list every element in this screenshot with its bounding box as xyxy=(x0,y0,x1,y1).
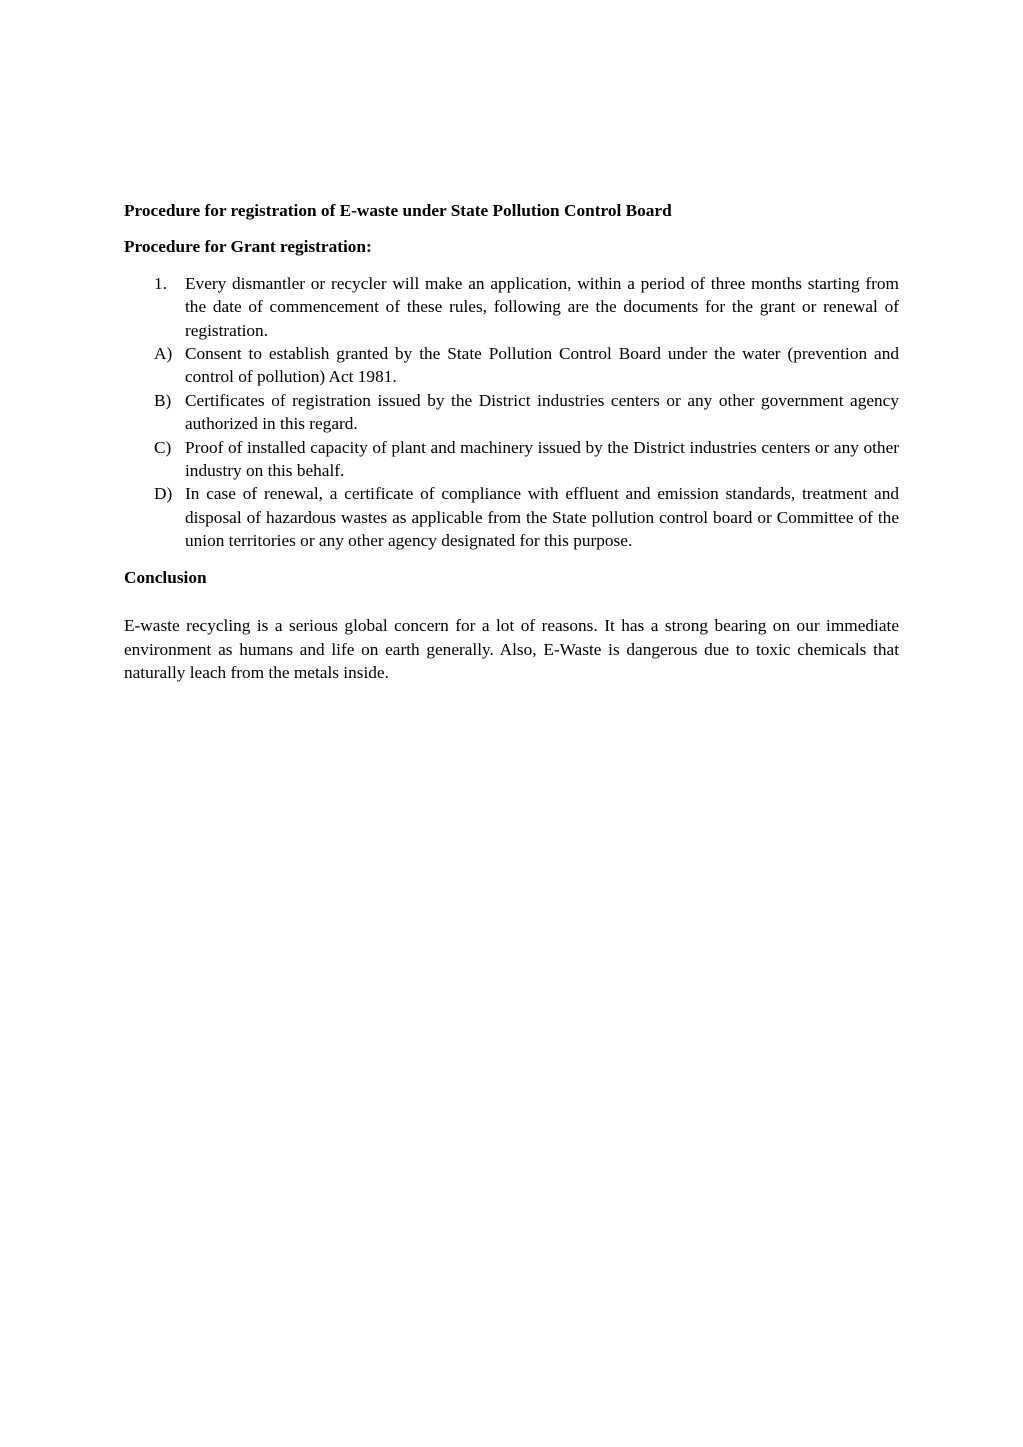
list-item-text: In case of renewal, a certificate of compliance with effluent and emission standards, treatment and disposal of hazardous wastes as applicable from the State pollution control board or Committee of the union territories or any other agency designated for this purpose. xyxy=(185,484,899,551)
list-marker: B) xyxy=(154,390,172,410)
list-item xyxy=(124,389,899,436)
conclusion-paragraph: E-waste recycling is a serious global concern for a lot of reasons. It has a strong bearing on our immediate environment as humans and life on earth generally. Also, E-Waste is dangerous due to toxic chemicals that naturally leach from the metals inside. xyxy=(124,616,899,682)
list-item-text: Certificates of registration issued by the District industries centers or any other government agency authorized in this regard. xyxy=(185,390,899,434)
list-marker: D) xyxy=(154,484,173,504)
section-heading-grant-registration: Procedure for Grant registration: xyxy=(124,237,372,257)
list-item xyxy=(124,482,899,552)
document-page xyxy=(124,199,899,684)
registration-requirements-list xyxy=(124,272,899,553)
list-marker: A) xyxy=(154,344,173,364)
list-item-text: Consent to establish granted by the State Pollution Control Board under the water (prevention and control of pollution) Act 1981. xyxy=(185,344,899,387)
list-item xyxy=(124,342,899,389)
list-item xyxy=(124,436,899,483)
list-item-text: Every dismantler or recycler will make an application, within a period of three months starting from the date of commencement of these rules, following are the documents for the grant or renewal of registration. xyxy=(185,273,899,340)
document-title: Procedure for registration of E-waste under State Pollution Control Board xyxy=(124,201,672,220)
list-marker: 1. xyxy=(154,273,167,293)
list-item-text: Proof of installed capacity of plant and machinery issued by the District industries centers or any other industry on this behalf. xyxy=(185,437,899,481)
list-marker: C) xyxy=(154,437,172,457)
section-heading-conclusion: Conclusion xyxy=(124,567,207,587)
list-item xyxy=(124,272,899,342)
